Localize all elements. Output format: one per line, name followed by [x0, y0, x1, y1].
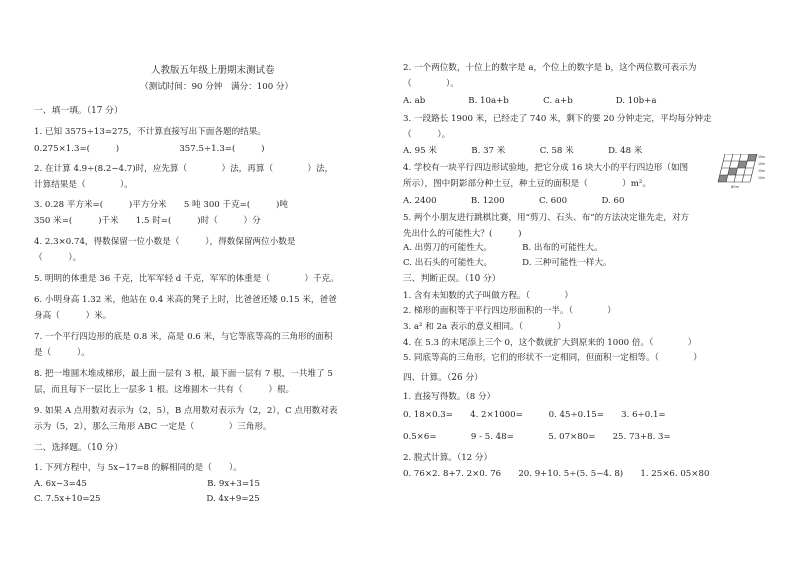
calc-line: 0. 76×2. 8+7. 2×0. 76 20. 9+10. 5÷(5. 5−4. 8) 1. 25×6. 05×80: [403, 469, 710, 479]
section-heading: 四、计算。（26 分）: [403, 373, 483, 383]
question-line: 身高（ ）米。: [34, 311, 112, 321]
option-line: A. 出剪刀的可能性大。 B. 出布的可能性大。: [403, 243, 603, 253]
exam-subtitle: （测试时间：90 分钟 满分：100 分）: [140, 82, 294, 92]
question-line: 6. 小明身高 1.32 米，他站在 0.4 米高的凳子上时，比爸爸还矮 0.15 米，爸爸: [34, 295, 337, 305]
judge-line: 4. 在 5.3 的末尾添上三个 0，这个数就扩大到原来的 1000 倍。（ ）: [403, 338, 697, 348]
question-line: 3. 0.28 平方米=( )平方分米 5 吨 300 千克=( )吨: [34, 200, 288, 210]
question-line: 是（ ）。: [34, 348, 90, 358]
question-line: 8. 把一堆圆木堆成梯形，最上面一层有 3 根，最下面一层有 7 根，一共堆了 5: [34, 369, 333, 379]
judge-line: 5. 同底等高的三角形，它们的形状不一定相同，但面积一定相等。（ ）: [403, 353, 702, 363]
option-line: A. 6x−3=45 B. 9x+3=15: [34, 479, 260, 489]
calc-line: 0.5×6= 9 - 5. 48= 5. 07×80= 25. 73+8. 3=: [403, 432, 671, 442]
question-line: 4. 学校有一块平行四边形试验地，把它分成 16 块大小的平行四边形（如图: [403, 163, 689, 173]
dim-bottom-label: 80m: [731, 185, 740, 189]
dim-side-label: 10m: [758, 176, 765, 180]
judge-line: 3. a² 和 2a 表示的意义相同。（ ）: [403, 322, 566, 332]
question-line: 1. 已知 3575÷13=275，不计算直接写出下面各题的结果。: [34, 127, 266, 137]
question-line: 所示），图中阴影部分种土豆，种土豆的面积是（ ）m²。: [403, 179, 651, 189]
question-line: 1. 直接写得数。（8 分）: [403, 392, 496, 402]
question-line: 计算结果是（ ）。: [34, 180, 133, 190]
section-heading: 一、填一填。（17 分）: [34, 106, 123, 116]
question-line: 5. 两个小朋友进行跳棋比赛，用“剪刀、石头、布”的方法决定谁先走，对方: [403, 213, 690, 223]
question-line: 2. 在计算 4.9÷(8.2−4.7)时，应先算（ ）法，再算（ ）法，: [34, 164, 334, 174]
dim-side-label: 10m: [758, 162, 765, 166]
judge-line: 2. 梯形的面积等于平行四边形面积的一半。（ ）: [403, 306, 616, 316]
question-line: （ ）。: [403, 79, 459, 89]
question-line: 示为（5，2），那么三角形 ABC 一定是（ ）三角形。: [34, 422, 272, 432]
question-line: （ ）。: [34, 253, 82, 263]
question-line: 9. 如果 A 点用数对表示为（2，5），B 点用数对表示为（2，2），C 点用数对表: [34, 406, 338, 416]
calc-line: 0. 18×0.3= 4. 2×1000= 0. 45÷0.15= 3. 6÷0.1=: [403, 410, 666, 420]
question-line: （ ）。: [403, 130, 451, 140]
question-line: 先出什么的可能性大？( ): [403, 229, 522, 239]
question-line: 7. 一个平行四边形的底是 0.8 米，高是 0.6 米，与它等底等高的三角形的面积: [34, 332, 333, 342]
option-line: C. 出石头的可能性大。 D. 三种可能性一样大。: [403, 258, 612, 268]
question-line: 4. 2.3×0.74，得数保留一位小数是（ ），得数保留两位小数是: [34, 237, 296, 247]
option-line: C. 7.5x+10=25 D. 4x+9=25: [34, 494, 260, 504]
question-line: 2. 脱式计算。（12 分）: [403, 453, 493, 463]
question-line: 0.275×1.3=( ) 357.5÷1.3=( ): [34, 144, 265, 154]
section-heading: 二、选择题。（10 分）: [34, 443, 123, 453]
question-line: 3. 一段路长 1900 米，已经走了 740 米，剩下的要 20 分钟走完，平均每分钟走: [403, 114, 712, 124]
section-heading: 三、判断正误。（10 分）: [403, 274, 501, 284]
option-line: A. ab B. 10a+b C. a+b D. 10b+a: [403, 96, 657, 106]
question-line: 350 米=( )千米 1.5 时=( )时（ ）分: [34, 216, 261, 226]
option-line: A. 95 米 B. 37 米 C. 58 米 D. 48 米: [403, 146, 643, 156]
question-line: 2. 一个两位数，十位上的数字是 a，个位上的数字是 b，这个两位数可表示为: [403, 63, 697, 73]
option-line: A. 2400 B. 1200 C. 600 D. 60: [403, 196, 625, 206]
parallelogram-grid-figure: [713, 154, 765, 190]
question-line: 1. 下列方程中，与 5x−17=8 的解相同的是（ ）。: [34, 463, 242, 473]
dim-side-label: 10m: [758, 155, 765, 159]
exam-title: 人教版五年级上册期末测试卷: [151, 65, 275, 76]
dim-side-label: 10m: [758, 169, 765, 173]
question-line: 层，而且每下一层比上一层多 1 根。这堆圆木一共有（ ）根。: [34, 385, 295, 395]
judge-line: 1. 含有未知数的式子叫做方程。（ ）: [403, 291, 573, 301]
question-line: 5. 明明的体重是 36 千克，比军军轻 d 千克，军军的体重是（ ）千克。: [34, 274, 339, 284]
